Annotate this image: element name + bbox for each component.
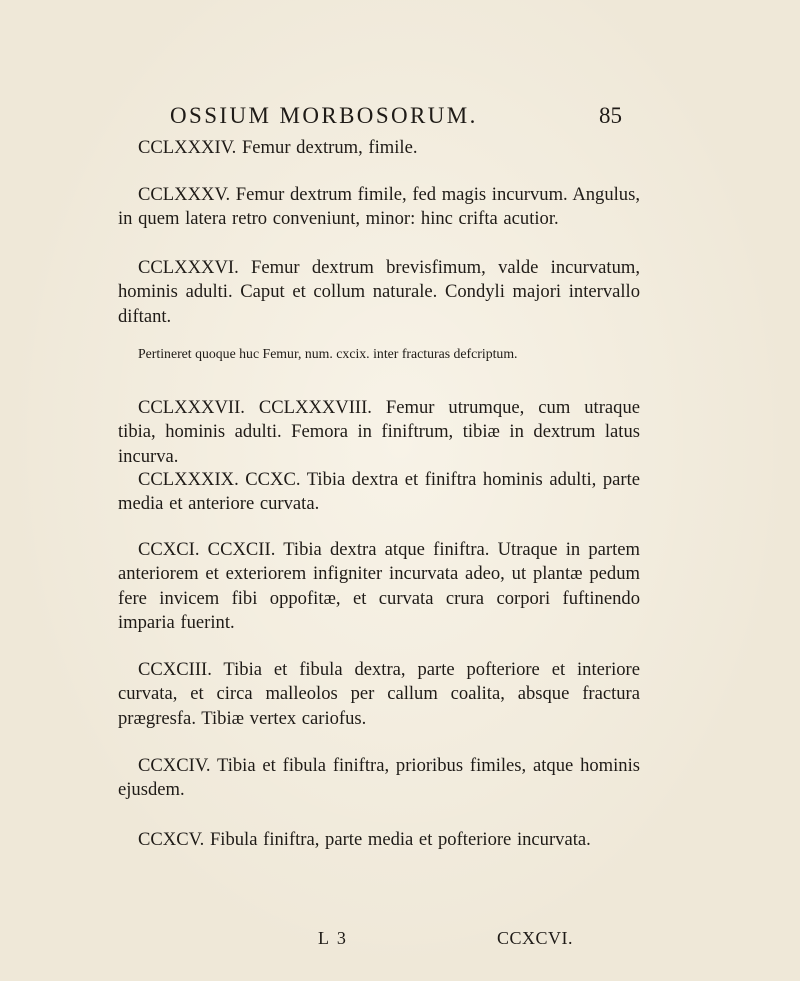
catalog-entry: CCXCIII. Tibia et fibula dextra, parte pofteriore et interiore curvata, et circa malleolos per callum coalita, absque fractura prægresfa. Tibiæ vertex cariofus. bbox=[118, 659, 640, 729]
catalog-entry: CCLXXXVII. CCLXXXVIII. Femur utrumque, cum utraque tibia, hominis adulti. Femora in finiftrum, tibiæ in dextrum latus incurva. bbox=[118, 397, 640, 467]
running-title: OSSIUM MORBOSORUM. bbox=[170, 103, 478, 128]
catalog-entry: CCLXXXVI. Femur dextrum brevisfimum, valde incurvatum, hominis adulti. Caput et collum naturale. Condyli majori intervallo diftant. bbox=[118, 257, 640, 327]
footnote: Pertineret quoque huc Femur, num. cxcix. inter fracturas defcriptum. bbox=[138, 346, 518, 361]
catchword: CCXCVI. bbox=[497, 928, 574, 948]
page-number: 85 bbox=[599, 103, 622, 128]
catalog-entry: CCLXXXIX. CCXC. Tibia dextra et finiftra hominis adulti, parte media et anteriore curvata. bbox=[118, 469, 640, 515]
catalog-entry: CCLXXXV. Femur dextrum fimile, fed magis incurvum. Angulus, in quem latera retro conveniunt, minor: hinc crifta acutior. bbox=[118, 184, 640, 230]
signature-mark: L 3 bbox=[318, 928, 348, 948]
catalog-entry: CCXCIV. Tibia et fibula finiftra, prioribus fimiles, atque hominis ejusdem. bbox=[118, 755, 640, 801]
catalog-entry: CCXCV. Fibula finiftra, parte media et pofteriore incurvata. bbox=[138, 829, 591, 850]
page-header bbox=[170, 103, 622, 137]
catalog-entry: CCLXXXIV. Femur dextrum, fimile. bbox=[138, 137, 418, 158]
catalog-entry: CCXCI. CCXCII. Tibia dextra atque finiftra. Utraque in partem anteriorem et exteriorem infigniter incurvata adeo, ut plantæ pedum fere invicem fibi oppofitæ, et curvata crura corpori fuftinendo imparia fuerint. bbox=[118, 539, 640, 633]
